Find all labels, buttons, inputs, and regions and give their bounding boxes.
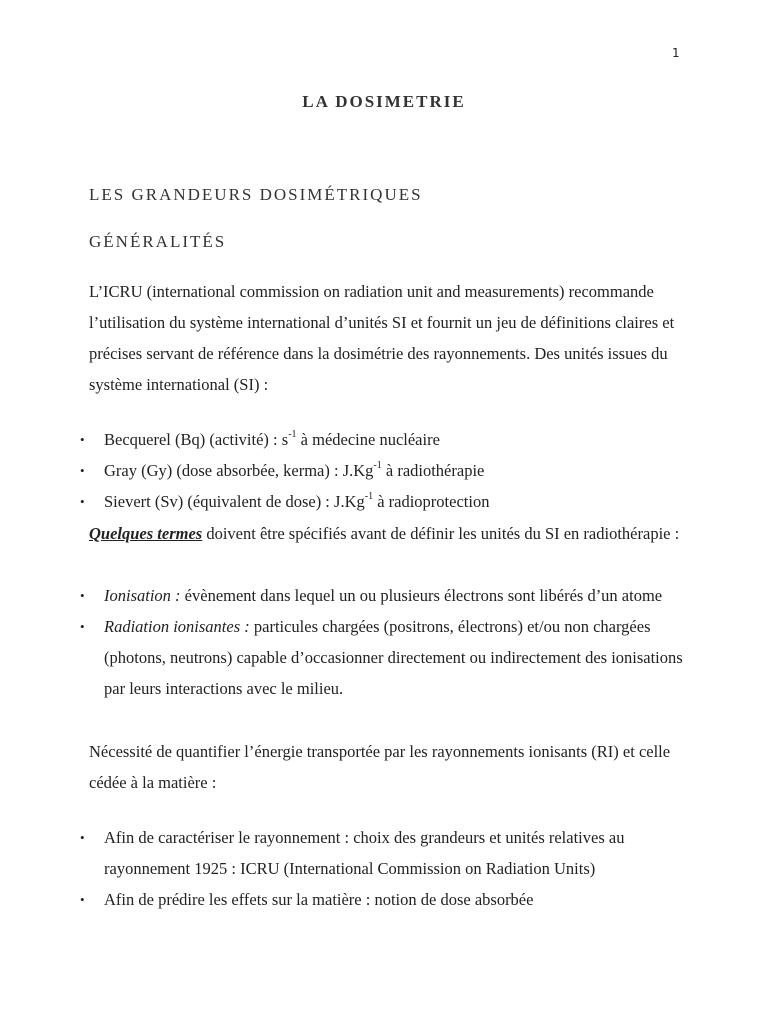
unit-text: Sievert (Sv) (équivalent de dose) : J.Kg [104,492,365,511]
list-item [0,424,684,455]
bullet-icon: • [80,619,85,634]
bullet-icon: • [80,588,85,603]
terms-paragraph [89,518,689,549]
bullet-icon: • [80,830,85,845]
definitions-list [0,580,768,704]
bullet-icon: • [80,494,85,509]
unit-exponent: -1 [373,459,382,471]
definition-text: évènement dans lequel un ou plusieurs électrons sont libérés d’un atome [180,586,663,605]
unit-exponent: -1 [288,428,297,440]
list-item [0,822,684,884]
page-number: 1 [672,46,680,60]
goal-text: Afin de prédire les effets sur la matière : notion de dose absorbée [104,890,534,909]
document-title: LA DOSIMETRIE [302,92,466,111]
bullet-icon: • [80,892,85,907]
definition-term: Ionisation : [104,586,181,605]
unit-usage: à radioprotection [373,492,490,511]
terms-emphasis: Quelques termes [89,524,203,543]
subsection-heading: GÉNÉRALITÉS [89,232,227,251]
list-item [0,884,684,915]
unit-exponent: -1 [364,490,374,502]
list-item [0,611,684,704]
list-item [0,455,684,486]
section-heading: LES GRANDEURS DOSIMÉTRIQUES [89,185,423,204]
bullet-icon: • [80,432,85,447]
terms-rest: doivent être spécifiés avant de définir les unités du SI en radiothérapie : [202,524,680,543]
list-item [0,486,684,517]
goal-text: Afin de caractériser le rayonnement : choix des grandeurs et unités relatives au rayonnement 1925 : ICRU (International Commission on Radiation Units) [104,828,625,878]
units-list [0,424,768,517]
goals-list [0,822,768,915]
unit-text: Gray (Gy) (dose absorbée, kerma) : J.Kg [104,461,374,480]
unit-usage: à radiothérapie [381,461,485,480]
unit-text: Becquerel (Bq) (activité) : s [104,430,289,449]
bullet-icon: • [80,463,85,478]
definition-term: Radiation ionisantes : [104,617,250,636]
intro-paragraph: L’ICRU (international commission on radiation unit and measurements) recommande l’utilisation du système international d’unités SI et fournit un jeu de définitions claires et précises servant de référence dans la dosimétrie des rayonnements. Des unités issues du système international (SI) : [89,282,675,394]
list-item [0,580,684,611]
necessity-paragraph: Nécessité de quantifier l’énergie transportée par les rayonnements ionisants (RI) et celle cédée à la matière : [89,742,671,792]
unit-usage: à médecine nucléaire [296,430,440,449]
definition-text: particules chargées (positrons, électrons) et/ou non chargées (photons, neutrons) capable d’occasionner directement ou indirectement des ionisations par leurs interactions avec le milieu. [104,617,683,698]
